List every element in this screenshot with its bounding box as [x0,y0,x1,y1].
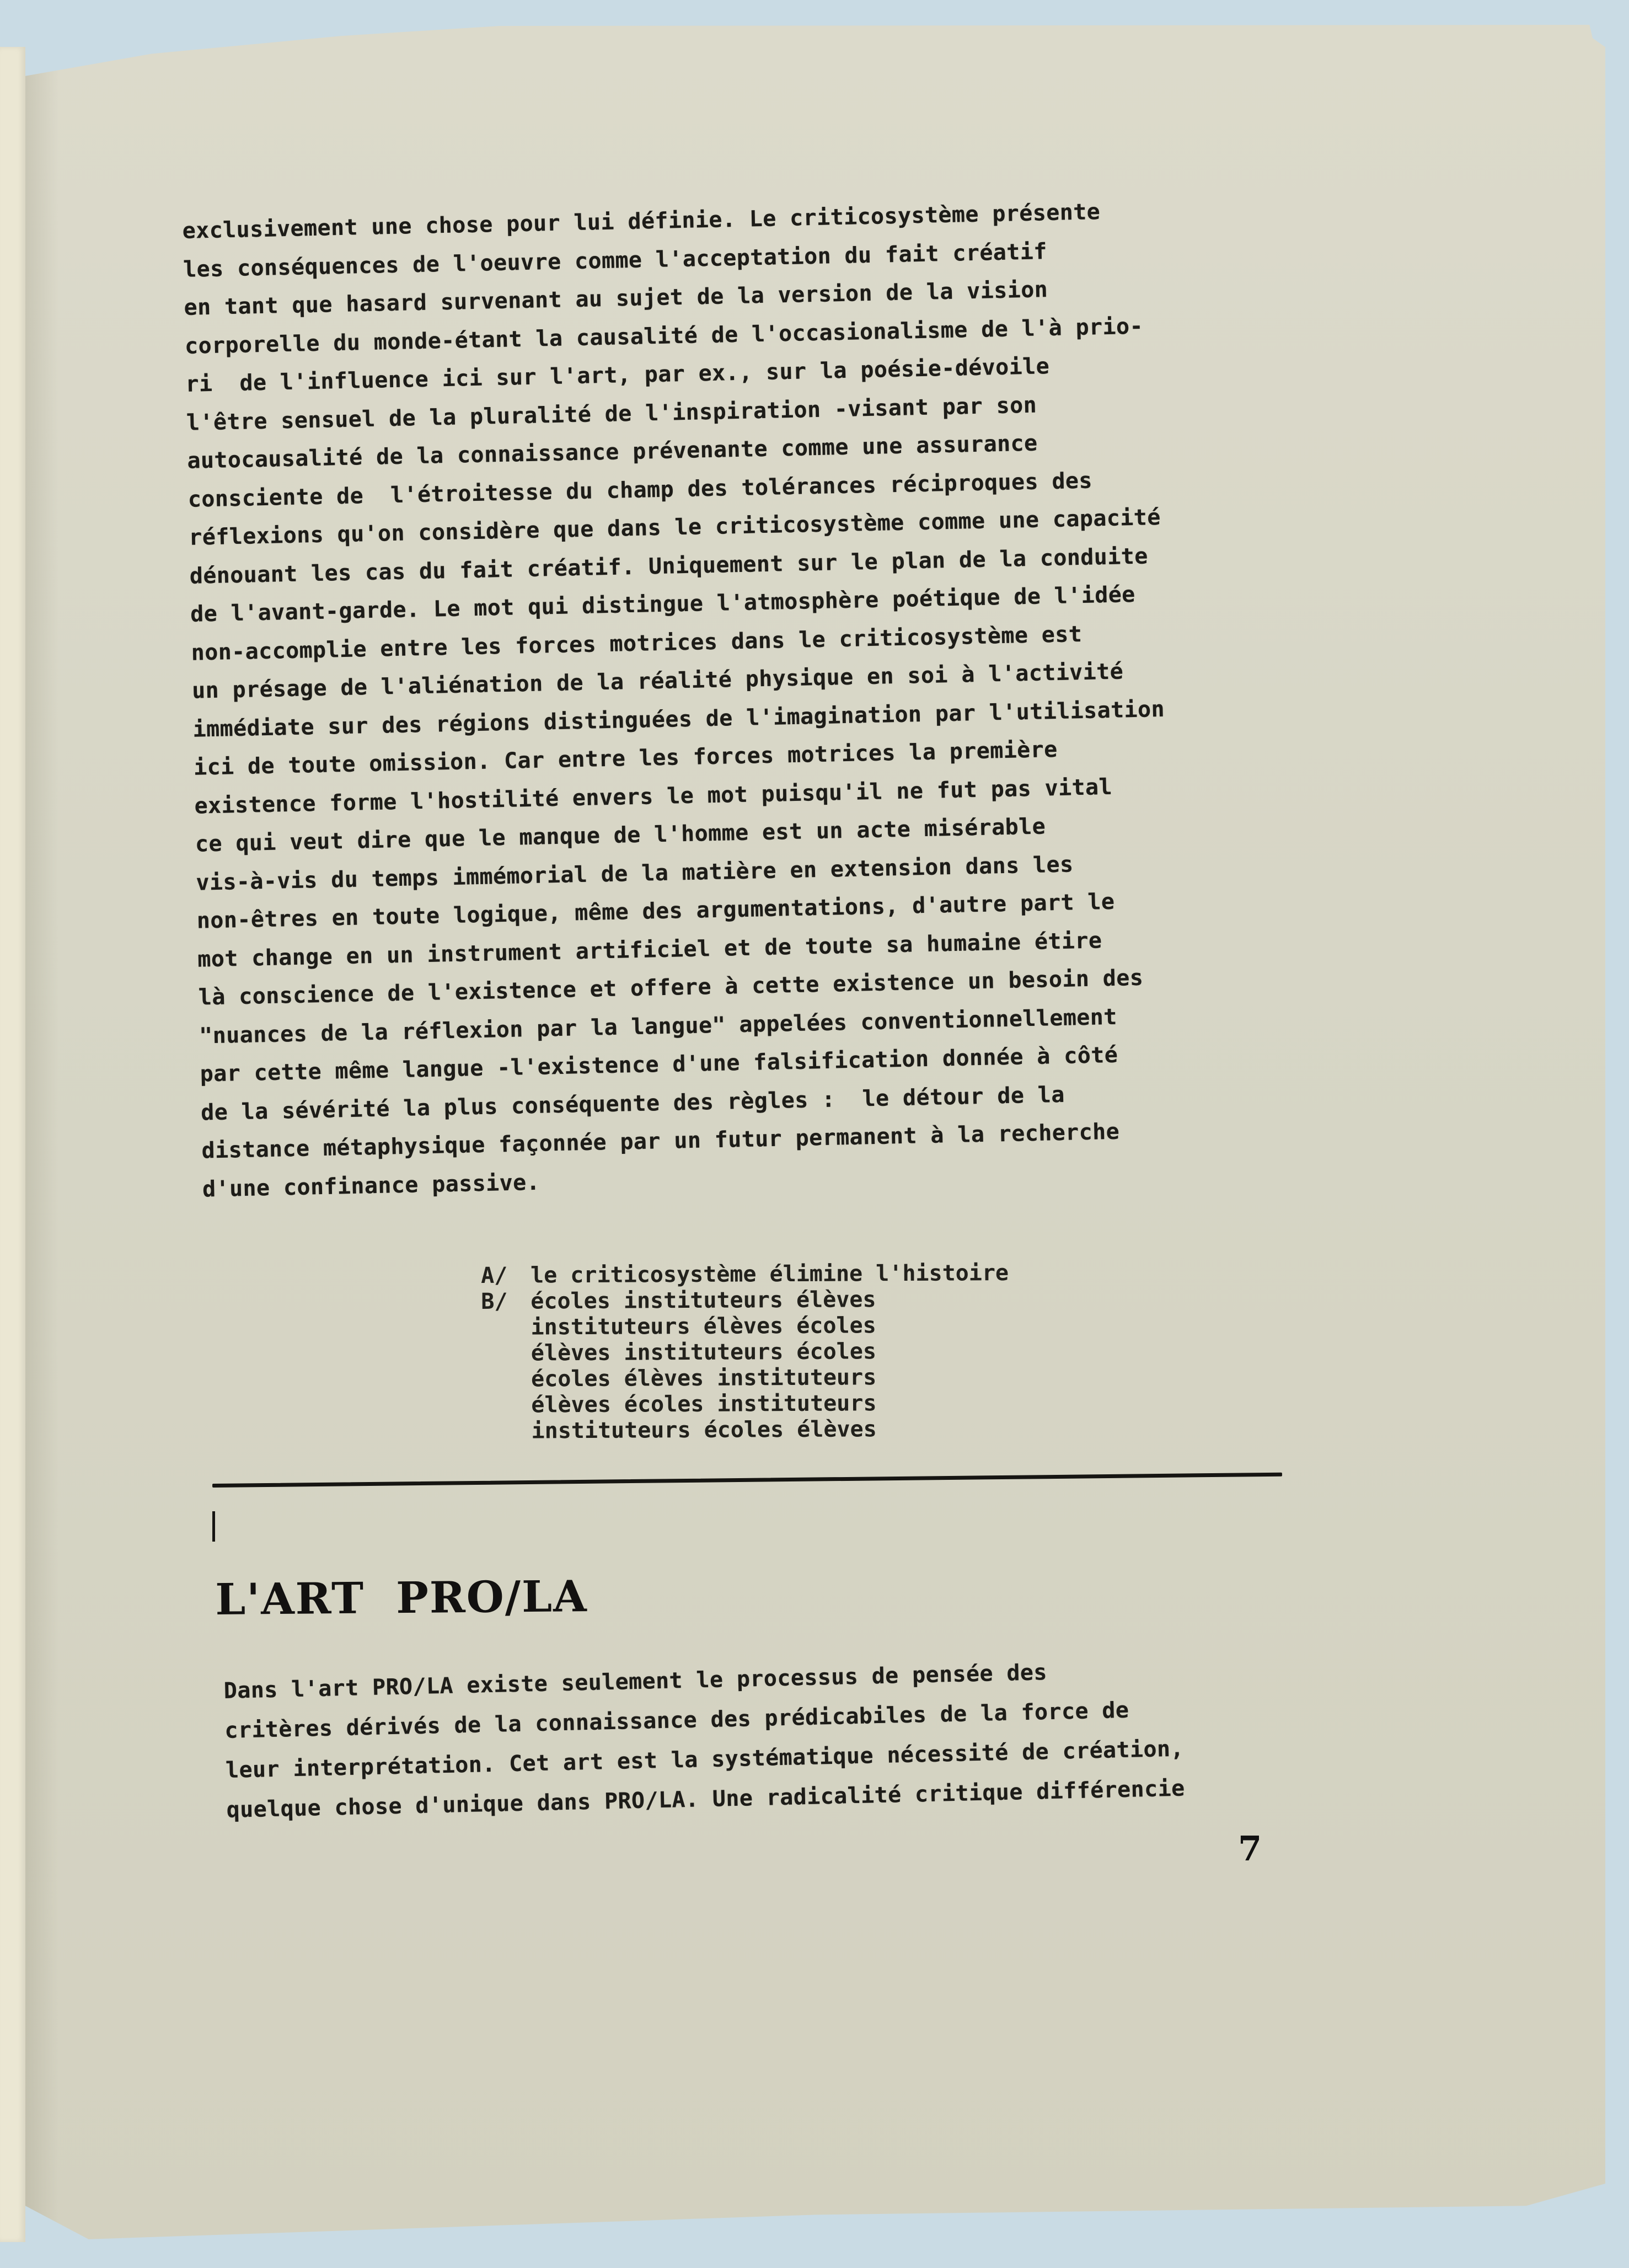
list-item-b-continued [481,1390,1009,1419]
section-paragraph [223,1645,1357,1830]
text-line: mot change en un instrument artificiel et de toute sa humaine étire [197,927,1102,972]
text-line: ici de toute omission. Car entre les forces motrices la première [193,736,1058,780]
text-line: consciente de l'étroitesse du champ des tolérances réciproques des [187,468,1093,512]
list-marker: A/ [481,1263,508,1288]
list-item-b [481,1286,1009,1315]
list-item-text: écoles élèves instituteurs [531,1365,877,1392]
list-item-text: écoles instituteurs élèves [531,1287,876,1314]
list-item-text: instituteurs écoles élèves [531,1416,877,1444]
section-heading: L'ART PRO/LA [215,1571,588,1625]
text-line: non-accomplie entre les forces motrices dans le criticosystème est [191,621,1083,666]
text-line: exclusivement une chose pour lui définie. Le criticosystème présente [182,199,1101,244]
list-item-text: le criticosystème élimine l'histoire [530,1260,1009,1288]
section-divider-tick [212,1511,215,1542]
facing-page-edge [0,47,25,2242]
text-line: non-êtres en toute logique, même des argumentations, d'autre part le [196,889,1115,934]
text-line: d'une confinance passive. [202,1169,540,1202]
text-line: immédiate sur des régions distinguées de l'imagination par l'utilisation [192,696,1165,742]
text-line: réflexions qu'on considère que dans le criticosystème comme une capacité [188,504,1161,550]
text-line: de la sévérité la plus conséquente des règles : le détour de la [200,1082,1065,1126]
text-line: l'être sensuel de la pluralité de l'inspiration -visant par son [186,392,1037,436]
list-item-text: élèves écoles instituteurs [531,1390,877,1418]
list-item-b-continued [481,1312,1009,1341]
text-line: ce qui veut dire que le manque de l'homme est un acte misérable [195,814,1046,857]
text-line: Dans l'art PRO/LA existe seulement le processus de pensée des [223,1660,1048,1704]
text-line: quelque chose d'unique dans PRO/LA. Une radicalité critique différencie [226,1775,1186,1823]
list-item-b-continued [481,1364,1009,1393]
body-paragraph [182,188,1371,1209]
text-line: dénouant les cas du fait créatif. Uniquement sur le plan de la conduite [189,543,1149,589]
text-line: vis-à-vis du temps immémorial de la matière en extension dans les [195,851,1074,896]
list-item-text: élèves instituteurs écoles [531,1339,877,1366]
list-item-a [481,1260,1009,1289]
page-number: 7 [1238,1828,1262,1869]
text-line: autocausalité de la connaissance prévenante comme une assurance [186,430,1038,474]
text-line: un présage de l'aliénation de la réalité physique en soi à l'activité [191,659,1124,704]
list-item-b-continued [481,1416,1009,1445]
text-line: distance métaphysique façonnée par un futur permanent à la recherche [201,1119,1120,1164]
text-line: de l'avant-garde. Le mot qui distingue l'atmosphère poétique de l'idée [190,581,1136,627]
text-line: ri de l'influence ici sur l'art, par ex., sur la poésie-dévoile [185,354,1050,397]
list-item-b-continued [481,1338,1009,1367]
text-line: existence forme l'hostilité envers le mot puisqu'il ne fut pas vital [194,774,1113,819]
enumerated-list [481,1260,1010,1445]
list-marker: B/ [481,1288,508,1314]
text-line: "nuances de la réflexion par la langue" appelées conventionnellement [199,1004,1118,1049]
text-line: corporelle du monde-étant la causalité de l'occasionalisme de l'à prio- [184,313,1144,359]
text-line: en tant que hasard survenant au sujet de la version de la vision [184,277,1048,320]
text-line: là conscience de l'existence et offere à cette existence un besoin des [198,965,1144,1010]
text-line: leur interprétation. Cet art est la systématique nécessité de création, [225,1736,1185,1783]
text-line: par cette même langue -l'existence d'une falsification donnée à côté [200,1042,1118,1087]
text-line: les conséquences de l'oeuvre comme l'acceptation du fait créatif [183,238,1048,282]
list-item-text: instituteurs élèves écoles [531,1313,876,1340]
text-line: critères dérivés de la connaissance des prédicabiles de la force de [224,1697,1129,1743]
